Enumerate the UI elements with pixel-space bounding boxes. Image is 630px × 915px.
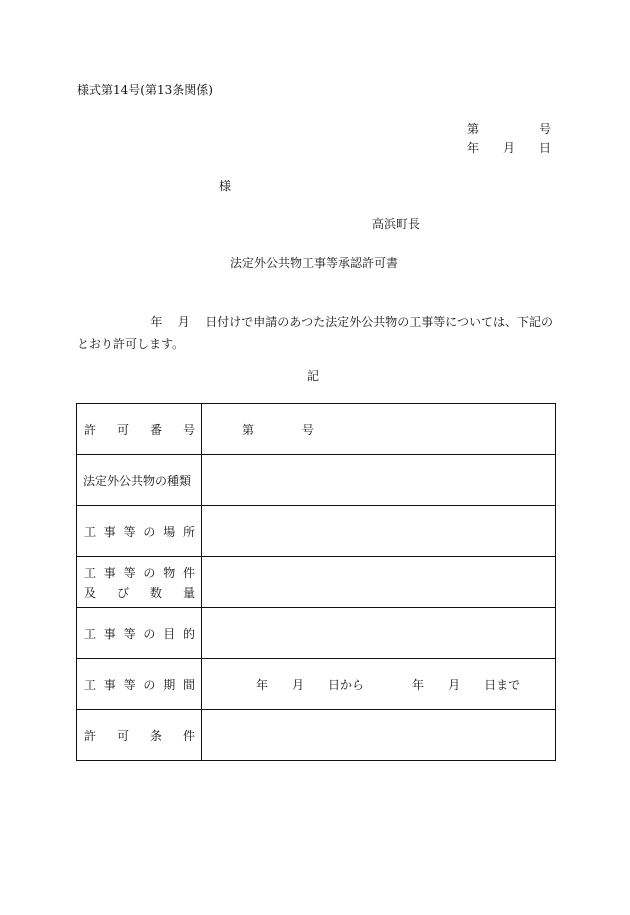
label-char: 可 bbox=[116, 728, 129, 743]
label-char: 番 bbox=[149, 422, 162, 437]
permit-conditions-value bbox=[202, 710, 556, 761]
label-char: 事 bbox=[103, 565, 116, 580]
row-label-work-items-quantity bbox=[77, 557, 202, 608]
table-row bbox=[77, 404, 556, 455]
number-suffix: 号 bbox=[538, 122, 551, 136]
row-label-work-location bbox=[77, 506, 202, 557]
issue-date-line bbox=[467, 142, 551, 154]
number-prefix: 第 bbox=[467, 122, 480, 136]
body-month: 月 bbox=[177, 315, 190, 329]
date-month: 月 bbox=[502, 141, 515, 155]
period-start-day: 日から bbox=[328, 677, 365, 692]
work-period-value bbox=[202, 659, 556, 710]
work-purpose-value bbox=[202, 608, 556, 659]
row-label-permit-number bbox=[77, 404, 202, 455]
label-char: 目 bbox=[163, 626, 176, 641]
work-items-quantity-value bbox=[202, 557, 556, 608]
document-number-line bbox=[467, 123, 551, 135]
table-row bbox=[77, 659, 556, 710]
label-char: 間 bbox=[182, 677, 195, 692]
table-row bbox=[77, 506, 556, 557]
label-char: 可 bbox=[116, 422, 129, 437]
table-row bbox=[77, 557, 556, 608]
label-char: 事 bbox=[103, 677, 116, 692]
label-char: び bbox=[116, 585, 129, 600]
body-paragraph bbox=[77, 311, 553, 355]
label-char: の bbox=[143, 524, 156, 539]
label-char: 工 bbox=[84, 677, 97, 692]
permit-table bbox=[76, 403, 556, 761]
period-end-month: 月 bbox=[448, 677, 461, 692]
label-char: 事 bbox=[103, 626, 116, 641]
label-char: 許 bbox=[84, 728, 97, 743]
table-row bbox=[77, 455, 556, 506]
permit-number-suffix: 号 bbox=[301, 422, 314, 437]
row-label-public-property-type bbox=[77, 455, 202, 506]
label-char: 工 bbox=[84, 524, 97, 539]
body-rest: 日付けで申請のあつた法定外公共物の工事等については、下記の bbox=[205, 315, 553, 329]
label-char: 許 bbox=[84, 422, 97, 437]
issuer-name: 高浜町長 bbox=[372, 217, 421, 231]
label-char: 所 bbox=[182, 524, 195, 539]
label-char: 等 bbox=[123, 524, 136, 539]
label-char: 場 bbox=[163, 524, 176, 539]
label-char: の bbox=[143, 677, 156, 692]
permit-number-value bbox=[202, 404, 556, 455]
label-char: 件 bbox=[182, 565, 195, 580]
table-row bbox=[77, 710, 556, 761]
label-char: 号 bbox=[182, 422, 195, 437]
label-text: 法定外公共物の種類 bbox=[83, 473, 192, 488]
label-char: 条 bbox=[149, 728, 162, 743]
label-char: 及 bbox=[84, 585, 97, 600]
period-start-month: 月 bbox=[292, 677, 305, 692]
ki-heading: 記 bbox=[307, 369, 320, 383]
label-char: 的 bbox=[182, 626, 195, 641]
row-label-permit-conditions bbox=[77, 710, 202, 761]
row-label-work-purpose bbox=[77, 608, 202, 659]
label-char: の bbox=[143, 626, 156, 641]
recipient-honorific: 様 bbox=[219, 179, 232, 193]
label-char: 工 bbox=[84, 565, 97, 580]
label-char: 等 bbox=[123, 565, 136, 580]
form-number: 様式第14号(第13条関係) bbox=[77, 83, 213, 97]
period-end-day: 日まで bbox=[484, 677, 521, 692]
label-char: 工 bbox=[84, 626, 97, 641]
body-year: 年 bbox=[150, 315, 163, 329]
label-char: 量 bbox=[182, 585, 195, 600]
label-char: 期 bbox=[163, 677, 176, 692]
label-char: 等 bbox=[123, 626, 136, 641]
public-property-type-value bbox=[202, 455, 556, 506]
date-day: 日 bbox=[538, 141, 551, 155]
label-char: 等 bbox=[123, 677, 136, 692]
permit-number-prefix: 第 bbox=[242, 422, 255, 437]
document-title: 法定外公共物工事等承認許可書 bbox=[230, 256, 399, 270]
period-end-year: 年 bbox=[412, 677, 425, 692]
label-char: の bbox=[143, 565, 156, 580]
date-year: 年 bbox=[467, 141, 480, 155]
period-start-year: 年 bbox=[256, 677, 269, 692]
work-location-value bbox=[202, 506, 556, 557]
label-char: 事 bbox=[103, 524, 116, 539]
table-row bbox=[77, 608, 556, 659]
label-char: 物 bbox=[163, 565, 176, 580]
body-line-2: とおり許可します。 bbox=[77, 337, 185, 351]
row-label-work-period bbox=[77, 659, 202, 710]
label-char: 数 bbox=[149, 585, 162, 600]
label-char: 件 bbox=[182, 728, 195, 743]
